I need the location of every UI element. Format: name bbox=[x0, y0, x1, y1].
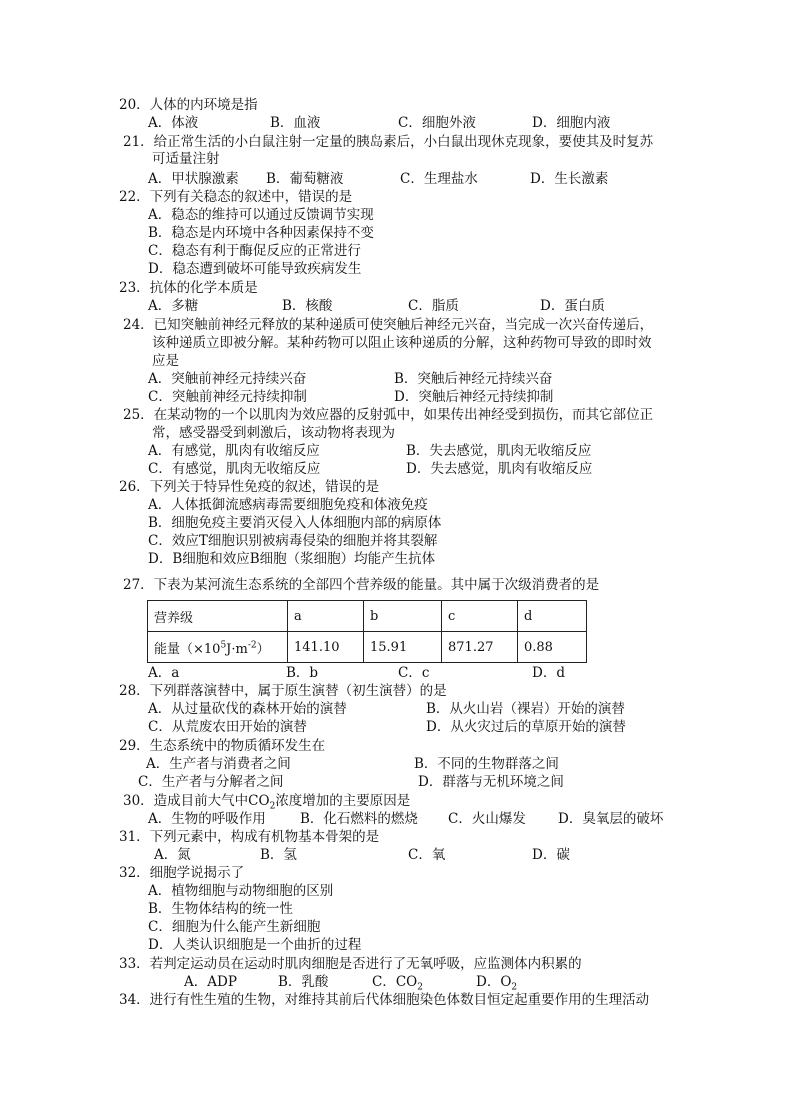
question-24-option-a: A．突触前神经元持续兴奋 bbox=[148, 371, 307, 387]
question-20-option-a: A．体液 bbox=[148, 115, 199, 131]
energy-table-header-d: d bbox=[518, 601, 587, 632]
question-27-option-d: D．d bbox=[532, 665, 565, 681]
question-22-option-d: D．稳态遭到破坏可能导致疾病发生 bbox=[148, 261, 362, 277]
question-24-stem-line2: 该种递质立即被分解。某种药物可以阻止该种递质的分解，这种药物可导致的即时效 bbox=[152, 335, 652, 351]
question-29-stem: 29．生态系统中的物质循环发生在 bbox=[119, 738, 326, 754]
question-33-option-b: B．乳酸 bbox=[278, 974, 329, 990]
question-26-option-a: A．人体抵御流感病毒需要细胞免疫和体液免疫 bbox=[148, 497, 428, 513]
question-31-option-b: B．氢 bbox=[260, 847, 297, 863]
question-33-option-a: A．ADP bbox=[184, 974, 237, 990]
question-27-option-a: A．a bbox=[148, 665, 180, 681]
question-26-option-d: D．B细胞和效应B细胞（浆细胞）均能产生抗体 bbox=[148, 551, 436, 567]
question-24-option-c: C．突触前神经元持续抑制 bbox=[148, 389, 307, 405]
question-30-option-c: C．火山爆发 bbox=[448, 811, 526, 827]
question-26-option-b: B．细胞免疫主要消灭侵入人体细胞内部的病原体 bbox=[148, 515, 442, 531]
energy-table-value-c: 871.27 bbox=[442, 632, 518, 663]
energy-table-row-label: 能量$(\times 10^5J\cdot m^{-2})$ bbox=[148, 632, 288, 663]
question-28-option-c: C．从荒废农田开始的演替 bbox=[148, 719, 307, 735]
question-32-option-a: A．植物细胞与动物细胞的区别 bbox=[148, 883, 334, 899]
energy-table-header-a: a bbox=[288, 601, 364, 632]
question-27-option-c: C．c bbox=[398, 665, 430, 681]
question-21-option-b: B．葡萄糖液 bbox=[266, 171, 344, 187]
question-22-option-c: C．稳态有利于酶促反应的正常进行 bbox=[148, 243, 361, 259]
energy-table-header-row bbox=[148, 601, 587, 632]
question-33-stem: 33．若判定运动员在运动时肌肉细胞是否进行了无氧呼吸，应监测体内积累的 bbox=[119, 956, 582, 972]
question-23-option-d: D．蛋白质 bbox=[540, 298, 605, 314]
question-31-stem: 31．下列元素中，构成有机物基本骨架的是 bbox=[119, 829, 380, 845]
question-25-option-d: D．失去感觉，肌肉有收缩反应 bbox=[406, 461, 593, 477]
question-21-stem-line1: 21．给正常生活的小白鼠注射一定量的胰岛素后，小白鼠出现休克现象，要使其及时复苏 bbox=[123, 134, 654, 150]
question-28-option-d: D．从火灾过后的草原开始的演替 bbox=[426, 719, 626, 735]
question-30-option-a: A．生物的呼吸作用 bbox=[148, 811, 266, 827]
question-22-stem: 22．下列有关稳态的叙述中，错误的是 bbox=[119, 189, 353, 205]
question-30-option-d: D．臭氧层的破坏 bbox=[558, 811, 664, 827]
question-22-option-a: A．稳态的维持可以通过反馈调节实现 bbox=[148, 207, 374, 223]
question-25-option-a: A．有感觉，肌肉有收缩反应 bbox=[148, 443, 320, 459]
question-31-option-a: A．氮 bbox=[154, 847, 191, 863]
question-21-option-d: D．生长激素 bbox=[530, 171, 609, 187]
question-32-stem: 32．细胞学说揭示了 bbox=[119, 865, 245, 881]
question-21-option-a: A．甲状腺激素 bbox=[148, 171, 239, 187]
energy-table-header-c: c bbox=[442, 601, 518, 632]
question-31-option-c: C．氧 bbox=[408, 847, 446, 863]
question-27-stem: 27．下表为某河流生态系统的全部四个营养级的能量。其中属于次级消费者的是 bbox=[123, 577, 600, 593]
question-32-option-c: C．细胞为什么能产生新细胞 bbox=[148, 919, 321, 935]
question-24-stem-line3: 应是 bbox=[152, 353, 179, 369]
question-33-option-c: C．$CO_2$ bbox=[372, 974, 423, 993]
question-20-option-d: D．细胞内液 bbox=[532, 115, 611, 131]
question-31-option-d: D．碳 bbox=[532, 847, 570, 863]
question-20-stem: 20．人体的内环境是指 bbox=[119, 97, 258, 113]
energy-table-value-b: 15.91 bbox=[364, 632, 442, 663]
question-25-stem-line1: 25．在某动物的一个以肌肉为效应器的反射弧中，如果传出神经受到损伤，而其它部位正 bbox=[123, 407, 654, 423]
question-28-option-a: A．从过量砍伐的森林开始的演替 bbox=[148, 701, 347, 717]
question-20-option-b: B．血液 bbox=[270, 115, 321, 131]
energy-table bbox=[147, 600, 587, 663]
question-29-option-d: D．群落与无机环境之间 bbox=[418, 774, 564, 790]
question-20-option-c: C．细胞外液 bbox=[398, 115, 476, 131]
question-27-option-b: B．b bbox=[286, 665, 319, 681]
question-25-option-c: C．有感觉，肌肉无收缩反应 bbox=[148, 461, 321, 477]
question-26-option-c: C．效应T细胞识别被病毒侵染的细胞并将其裂解 bbox=[148, 533, 438, 549]
question-23-option-b: B．核酸 bbox=[282, 298, 333, 314]
energy-table-header-b: b bbox=[364, 601, 442, 632]
question-28-stem: 28．下列群落演替中，属于原生演替（初生演替）的是 bbox=[119, 683, 447, 699]
energy-table-value-a: 141.10 bbox=[288, 632, 364, 663]
question-32-option-b: B．生物体结构的统一性 bbox=[148, 901, 293, 917]
question-29-option-a: A．生产者与消费者之间 bbox=[146, 756, 291, 772]
question-23-option-a: A．多糖 bbox=[148, 298, 199, 314]
question-30-option-b: B．化石燃料的燃烧 bbox=[300, 811, 418, 827]
question-23-option-c: C．脂质 bbox=[408, 298, 459, 314]
question-25-option-b: B．失去感觉，肌肉无收缩反应 bbox=[406, 443, 592, 459]
question-24-stem-line1: 24．已知突触前神经元释放的某种递质可使突触后神经元兴奋，当完成一次兴奋传递后， bbox=[123, 317, 654, 333]
energy-table-value-row bbox=[148, 632, 587, 663]
question-34-stem: 34．进行有性生殖的生物，对维持其前后代体细胞染色体数目恒定起重要作用的生理活动 bbox=[119, 992, 650, 1008]
question-24-option-d: D．突触后神经元持续抑制 bbox=[394, 389, 554, 405]
question-29-option-b: B．不同的生物群落之间 bbox=[414, 756, 559, 772]
question-28-option-b: B．从火山岩（裸岩）开始的演替 bbox=[426, 701, 625, 717]
question-25-stem-line2: 常，感受器受到刺激后，该动物将表现为 bbox=[152, 425, 395, 441]
energy-table-value-d: 0.88 bbox=[518, 632, 587, 663]
question-32-option-d: D．人类认识细胞是一个曲折的过程 bbox=[148, 937, 362, 953]
question-22-option-b: B．稳态是内环境中各种因素保持不变 bbox=[148, 225, 374, 241]
question-24-option-b: B．突触后神经元持续兴奋 bbox=[394, 371, 553, 387]
question-21-option-c: C．生理盐水 bbox=[400, 171, 478, 187]
question-23-stem: 23．抗体的化学本质是 bbox=[119, 280, 258, 296]
energy-table-header-label: 营养级 bbox=[148, 601, 288, 632]
question-33-option-d: D．$O_2$ bbox=[476, 974, 518, 993]
question-30-stem: 30．造成目前大气中$CO_2$浓度增加的主要原因是 bbox=[123, 793, 411, 812]
question-21-stem-line2: 可适量注射 bbox=[152, 151, 220, 167]
question-29-option-c: C．生产者与分解者之间 bbox=[138, 774, 284, 790]
question-26-stem: 26．下列关于特异性免疫的叙述，错误的是 bbox=[119, 479, 380, 495]
